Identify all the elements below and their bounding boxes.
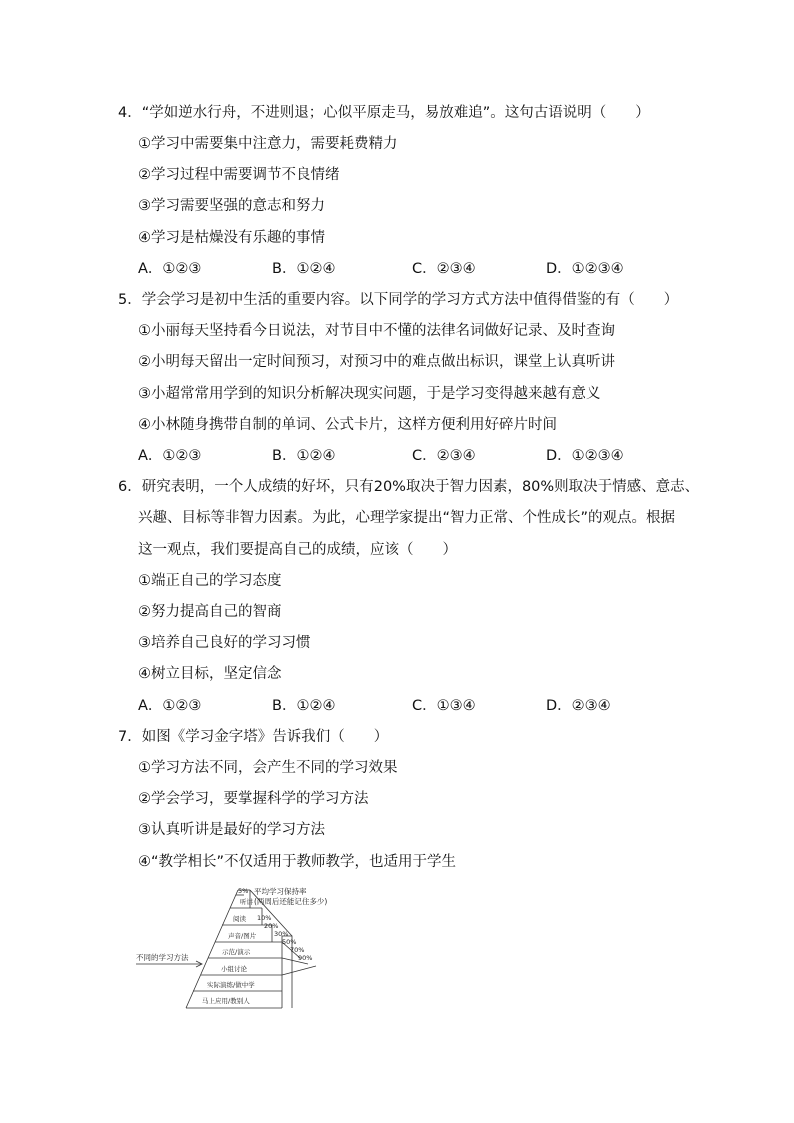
choice-b[interactable]: B．①②④: [272, 448, 336, 464]
choice-d[interactable]: D．①②③④: [546, 448, 624, 464]
percent-20: 20%: [264, 922, 279, 930]
question-6-statement-2: ②努力提高自己的智商: [138, 604, 282, 620]
choice-c[interactable]: C．①③④: [412, 698, 476, 714]
choice-b[interactable]: B．①②④: [272, 698, 336, 714]
pyramid-level-6: 实际演练/做中学: [207, 981, 255, 989]
pyramid-level-5: 小组讨论: [221, 965, 247, 973]
question-5-statement-2: ②小明每天留出一定时间预习，对预习中的难点做出标识，课堂上认真听讲: [138, 354, 615, 370]
question-5-statement-4: ④小林随身携带自制的单词、公式卡片，这样方便利用好碎片时间: [138, 417, 557, 433]
percent-90: 90%: [298, 954, 313, 962]
question-6-stem-line-1: 6．研究表明，一个人成绩的好坏，只有20%取决于智力因素，80%则取决于情感、意志、: [118, 479, 700, 495]
question-7-statement-2: ②学会学习，要掌握科学的学习方法: [138, 791, 369, 807]
choice-c[interactable]: C．②③④: [412, 448, 476, 464]
question-4-stem: 4．“学如逆水行舟，不进则退；心似平原走马，易放难追”。这句古语说明（ ）: [118, 105, 650, 121]
question-5-choices: [138, 446, 658, 466]
question-5-statement-3: ③小超常常用学到的知识分析解决现实问题，于是学习变得越来越有意义: [138, 386, 601, 402]
pyramid-level-2: 阅读: [233, 915, 246, 923]
left-label: 不同的学习方法: [136, 953, 189, 962]
question-7-statement-3: ③认真听讲是最好的学习方法: [138, 822, 325, 838]
question-5-statement-1: ①小丽每天坚持看今日说法，对节目中不懂的法律名词做好记录、及时查询: [138, 323, 615, 339]
percent-5: 5%: [238, 887, 249, 895]
question-4-statement-4: ④学习是枯燥没有乐趣的事情: [138, 230, 325, 246]
header-line-2: (两周后还能记住多少): [254, 897, 328, 906]
question-6-statement-4: ④树立目标，坚定信念: [138, 666, 282, 682]
choice-d[interactable]: D．②③④: [546, 698, 611, 714]
question-6-statement-1: ①端正自己的学习态度: [138, 573, 282, 589]
choice-a[interactable]: A．①②③: [138, 698, 202, 714]
question-4-statement-3: ③学习需要坚强的意志和努力: [138, 198, 325, 214]
percent-10: 10%: [257, 914, 272, 922]
question-6-stem-line-2: 兴趣、目标等非智力因素。为此，心理学家提出“智力正常、个性成长”的观点。根据: [138, 510, 676, 526]
pyramid-level-7: 马上应用/教别人: [202, 997, 250, 1005]
question-4-choices: [138, 259, 658, 279]
percent-70: 70%: [290, 946, 305, 954]
question-4-statement-1: ①学习中需要集中注意力，需要耗费精力: [138, 136, 398, 152]
percent-50: 50%: [282, 938, 297, 946]
choice-b[interactable]: B．①②④: [272, 261, 336, 277]
header-line-1: 平均学习保持率: [254, 887, 307, 896]
question-5-stem: 5．学会学习是初中生活的重要内容。以下同学的学习方式方法中值得借鉴的有（ ）: [118, 292, 679, 308]
question-6-statement-3: ③培养自己良好的学习习惯: [138, 635, 311, 651]
pyramid-level-3: 声音/图片: [228, 932, 257, 940]
question-6-choices: [138, 696, 658, 716]
question-6-stem-line-3: 这一观点，我们要提高自己的成绩，应该（ ）: [138, 542, 457, 558]
choice-a[interactable]: A．①②③: [138, 261, 202, 277]
pyramid-level-1: 听讲: [240, 898, 253, 906]
question-7-statement-1: ①学习方法不同，会产生不同的学习效果: [138, 760, 398, 776]
pyramid-level-4: 示范/演示: [222, 948, 251, 956]
question-4-statement-2: ②学习过程中需要调节不良情绪: [138, 167, 340, 183]
choice-c[interactable]: C．②③④: [412, 261, 476, 277]
question-7-stem: 7．如图《学习金字塔》告诉我们（ ）: [118, 729, 389, 745]
percent-30: 30%: [274, 930, 289, 938]
choice-d[interactable]: D．①②③④: [546, 261, 624, 277]
choice-a[interactable]: A．①②③: [138, 448, 202, 464]
learning-pyramid-figure: [132, 886, 394, 1012]
question-7-statement-4: ④“教学相长”不仅适用于教师教学，也适用于学生: [138, 854, 457, 870]
